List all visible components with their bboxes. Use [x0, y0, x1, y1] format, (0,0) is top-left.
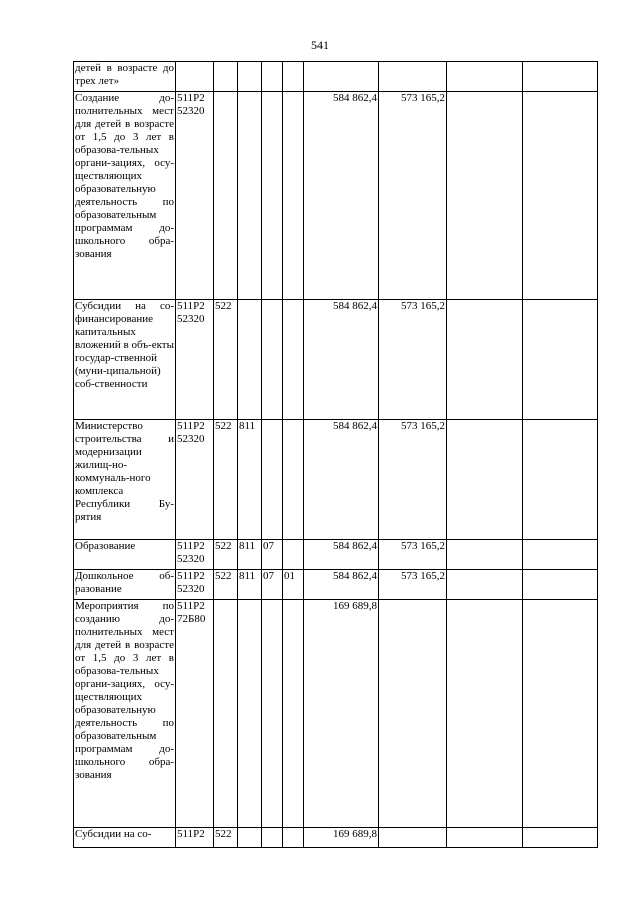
- table-row: [74, 300, 598, 420]
- amount-col-3: [447, 828, 523, 848]
- target-article-code: 511P2 52320: [176, 570, 214, 600]
- section-code: [238, 62, 262, 92]
- section-code: [238, 92, 262, 300]
- amount-col-1: 169 689,8: [304, 828, 379, 848]
- table-row: [74, 92, 598, 300]
- subsection-code: [262, 300, 283, 420]
- amount-col-1: 169 689,8: [304, 600, 379, 828]
- expense-type-code: [283, 600, 304, 828]
- amount-col-4: [523, 540, 598, 570]
- amount-col-2: [379, 62, 447, 92]
- amount-col-3: [447, 570, 523, 600]
- amount-col-4: [523, 600, 598, 828]
- section-code: 811: [238, 570, 262, 600]
- amount-col-4: [523, 828, 598, 848]
- subsection-code: [262, 600, 283, 828]
- budget-manager-code: 522: [214, 570, 238, 600]
- amount-col-2: [379, 828, 447, 848]
- item-name: Создание до-полнительных мест для детей в возрасте от 1,5 до 3 лет в образова-тельных органи-зациях, осу-ществляющих образовательную деятельность по образовательным программам до-школьного обра-зования: [74, 92, 176, 300]
- amount-col-4: [523, 92, 598, 300]
- amount-col-1: 584 862,4: [304, 300, 379, 420]
- amount-col-3: [447, 92, 523, 300]
- target-article-code: [176, 62, 214, 92]
- section-code: 811: [238, 540, 262, 570]
- expense-type-code: [283, 540, 304, 570]
- amount-col-1: 584 862,4: [304, 92, 379, 300]
- subsection-code: [262, 420, 283, 540]
- budget-manager-code: 522: [214, 828, 238, 848]
- expense-type-code: [283, 300, 304, 420]
- subsection-code: [262, 92, 283, 300]
- amount-col-3: [447, 62, 523, 92]
- amount-col-1: 584 862,4: [304, 540, 379, 570]
- subsection-code: 07: [262, 540, 283, 570]
- amount-col-3: [447, 600, 523, 828]
- expense-type-code: [283, 420, 304, 540]
- section-code: [238, 828, 262, 848]
- target-article-code: 511P2 52320: [176, 540, 214, 570]
- expense-type-code: [283, 62, 304, 92]
- expense-type-code: [283, 92, 304, 300]
- section-code: 811: [238, 420, 262, 540]
- budget-manager-code: [214, 600, 238, 828]
- table-row: [74, 62, 598, 92]
- item-name: Субсидии на со-: [74, 828, 176, 848]
- budget-manager-code: 522: [214, 540, 238, 570]
- table-row: [74, 420, 598, 540]
- item-name: детей в возрасте до трех лет»: [74, 62, 176, 92]
- target-article-code: 511P2: [176, 828, 214, 848]
- amount-col-1: 584 862,4: [304, 420, 379, 540]
- amount-col-4: [523, 570, 598, 600]
- budget-manager-code: 522: [214, 300, 238, 420]
- expense-type-code: [283, 828, 304, 848]
- item-name: Дошкольное об-разование: [74, 570, 176, 600]
- amount-col-3: [447, 300, 523, 420]
- amount-col-1: 584 862,4: [304, 570, 379, 600]
- amount-col-4: [523, 62, 598, 92]
- section-code: [238, 300, 262, 420]
- amount-col-4: [523, 300, 598, 420]
- amount-col-2: 573 165,2: [379, 92, 447, 300]
- target-article-code: 511P2 52320: [176, 92, 214, 300]
- amount-col-2: 573 165,2: [379, 300, 447, 420]
- table-row: [74, 570, 598, 600]
- subsection-code: [262, 828, 283, 848]
- amount-col-2: [379, 600, 447, 828]
- budget-manager-code: [214, 62, 238, 92]
- item-name: Субсидии на со-финансирование капитальных вложений в объ-екты государ-ственной (муни-ципальной) соб-ственности: [74, 300, 176, 420]
- budget-manager-code: [214, 92, 238, 300]
- table-row: [74, 540, 598, 570]
- amount-col-3: [447, 540, 523, 570]
- target-article-code: 511P2 52320: [176, 300, 214, 420]
- amount-col-3: [447, 420, 523, 540]
- table-row: [74, 600, 598, 828]
- amount-col-4: [523, 420, 598, 540]
- target-article-code: 511P2 72Б80: [176, 600, 214, 828]
- budget-table: [73, 61, 598, 848]
- subsection-code: 07: [262, 570, 283, 600]
- amount-col-2: 573 165,2: [379, 420, 447, 540]
- expense-type-code: 01: [283, 570, 304, 600]
- amount-col-2: 573 165,2: [379, 540, 447, 570]
- table-row: [74, 828, 598, 848]
- target-article-code: 511P2 52320: [176, 420, 214, 540]
- section-code: [238, 600, 262, 828]
- subsection-code: [262, 62, 283, 92]
- budget-manager-code: 522: [214, 420, 238, 540]
- item-name: Мероприятия по созданию до-полнительных мест для детей в возрасте от 1,5 до 3 лет в образова-тельных органи-зациях, осу-ществляющих образовательную деятельность по образовательным программам до-школьного обра-зования: [74, 600, 176, 828]
- amount-col-2: 573 165,2: [379, 570, 447, 600]
- page-number: 541: [311, 38, 329, 52]
- amount-col-1: [304, 62, 379, 92]
- item-name: Министерство строительства и модернизации жилищ-но-коммуналь-ного комплекса Республики Бу-рятия: [74, 420, 176, 540]
- item-name: Образование: [74, 540, 176, 570]
